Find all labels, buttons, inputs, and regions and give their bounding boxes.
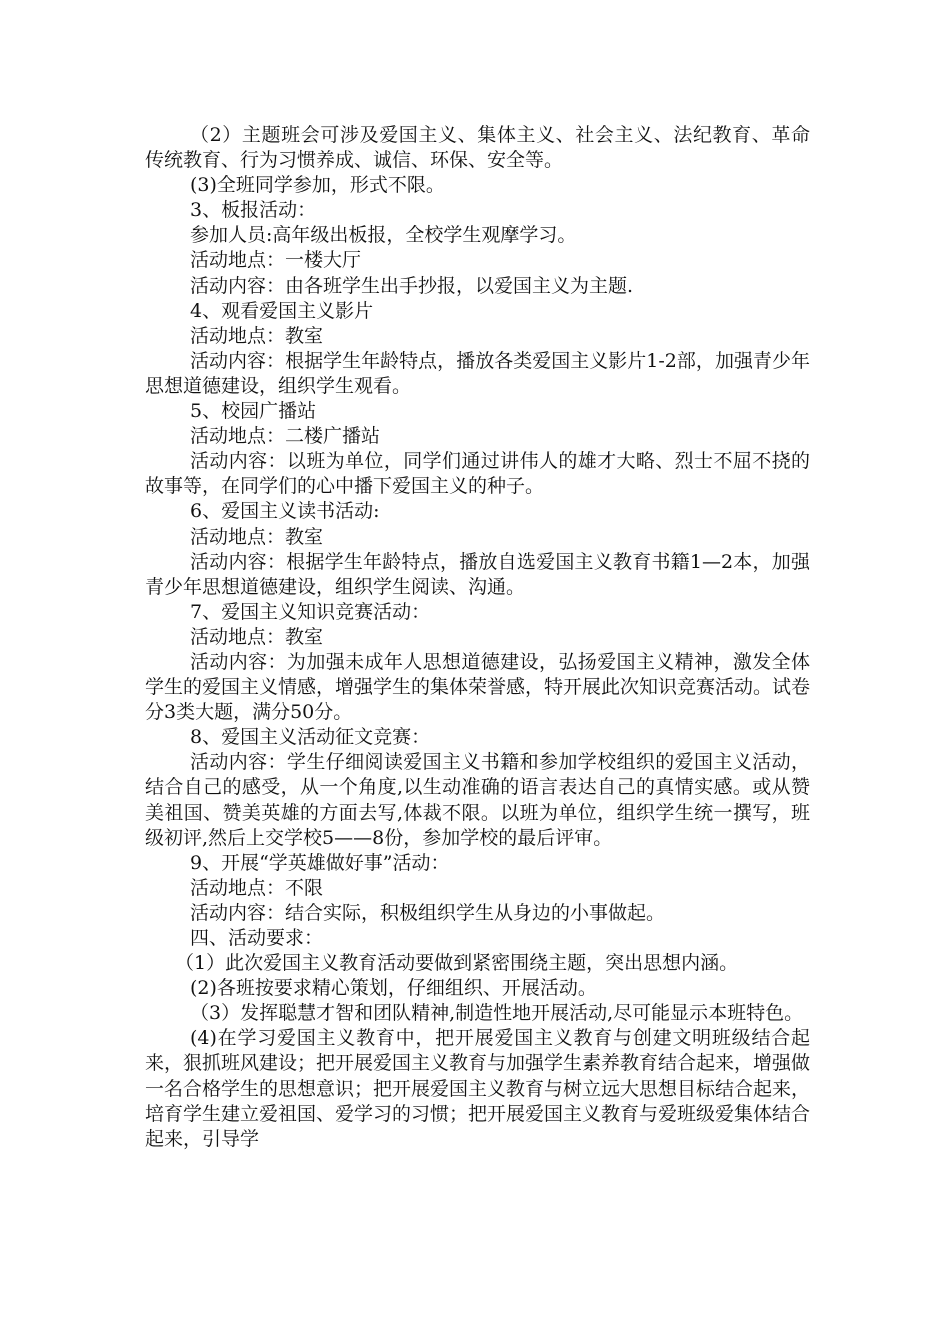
paragraph: 活动内容：以班为单位，同学们通过讲伟人的雄才大略、烈士不屈不挠的故事等，在同学们的心中播下爱国主义的种子。 (145, 450, 810, 498)
paragraph: 活动内容：为加强未成年人思想道德建设，弘扬爱国主义精神，激发全体学生的爱国主义情感，增强学生的集体荣誉感，特开展此次知识竞赛活动。试卷分3类大题，满分50分。 (145, 650, 811, 724)
paragraph: 6、爱国主义读书活动: (190, 500, 380, 523)
paragraph: （2）主题班会可涉及爱国主义、集体主义、社会主义、法纪教育、革命传统教育、行为习惯养成、诚信、环保、安全等。 (145, 124, 810, 172)
document-body (145, 123, 810, 1152)
paragraph: (4)在学习爱国主义教育中，把开展爱国主义教育与创建文明班级结合起来，狠抓班风建设；把开展爱国主义教育与加强学生素养教育结合起来，增强做一名合格学生的思想意识；把开展爱国主义教育与树立远大思想目标结合起来，培育学生建立爱祖国、爱学习的习惯；把开展爱国主义教育与爱班级爱集体结合起来，引导学 (145, 1027, 811, 1150)
paragraph: 活动地点：教室 (190, 324, 324, 347)
paragraph: （3）发挥聪慧才智和团队精神,制造性地开展活动,尽可能显示本班特色。 (190, 1002, 804, 1025)
paragraph: 9、开展“学英雄做好事”活动： (190, 851, 450, 874)
paragraph: 活动地点：不限 (190, 876, 324, 899)
paragraph: 四、活动要求： (190, 927, 324, 949)
paragraph: 4、观看爱国主义影片 (190, 299, 374, 322)
paragraph: 活动地点：教室 (190, 625, 324, 648)
paragraph: 活动内容：学生仔细阅读爱国主义书籍和参加学校组织的爱国主义活动，结合自己的感受，从一个角度,以生动准确的语言表达自己的真情实感。或从赞美祖国、赞美英雄的方面去写,体裁不限。以班为单位，组织学生统一撰写，班级初评,然后上交学校5——8份，参加学校的最后评审。 (145, 751, 810, 849)
paragraph: 活动内容：根据学生年龄特点，播放各类爱国主义影片1-2部，加强青少年思想道德建设，组织学生观看。 (145, 349, 810, 397)
paragraph: 活动内容：根据学生年龄特点，播放自选爱国主义教育书籍1—2本，加强青少年思想道德建设，组织学生阅读、沟通。 (145, 550, 810, 598)
paragraph: 活动地点：一楼大厅 (190, 249, 362, 272)
paragraph: 3、板报活动： (190, 199, 317, 222)
paragraph: (3)全班同学参加，形式不限。 (190, 174, 445, 197)
paragraph: 参加人员:高年级出板报，全校学生观摩学习。 (190, 224, 577, 247)
paragraph: 8、爱国主义活动征文竞赛： (190, 726, 431, 749)
paragraph: (2)各班按要求精心策划，仔细组织、开展活动。 (190, 977, 597, 1000)
paragraph: 7、爱国主义知识竞赛活动： (190, 600, 431, 623)
paragraph: 活动地点：二楼广播站 (190, 425, 381, 448)
paragraph: （1）此次爱国主义教育活动要做到紧密围绕主题，突出思想内涵。 (175, 952, 739, 975)
paragraph: 活动地点：教室 (190, 525, 324, 548)
paragraph: 活动内容：结合实际，积极组织学生从身边的小事做起。 (190, 901, 666, 924)
paragraph: 活动内容：由各班学生出手抄报，以爱国主义为主题. (190, 274, 634, 297)
paragraph: 5、校园广播站 (190, 400, 317, 423)
